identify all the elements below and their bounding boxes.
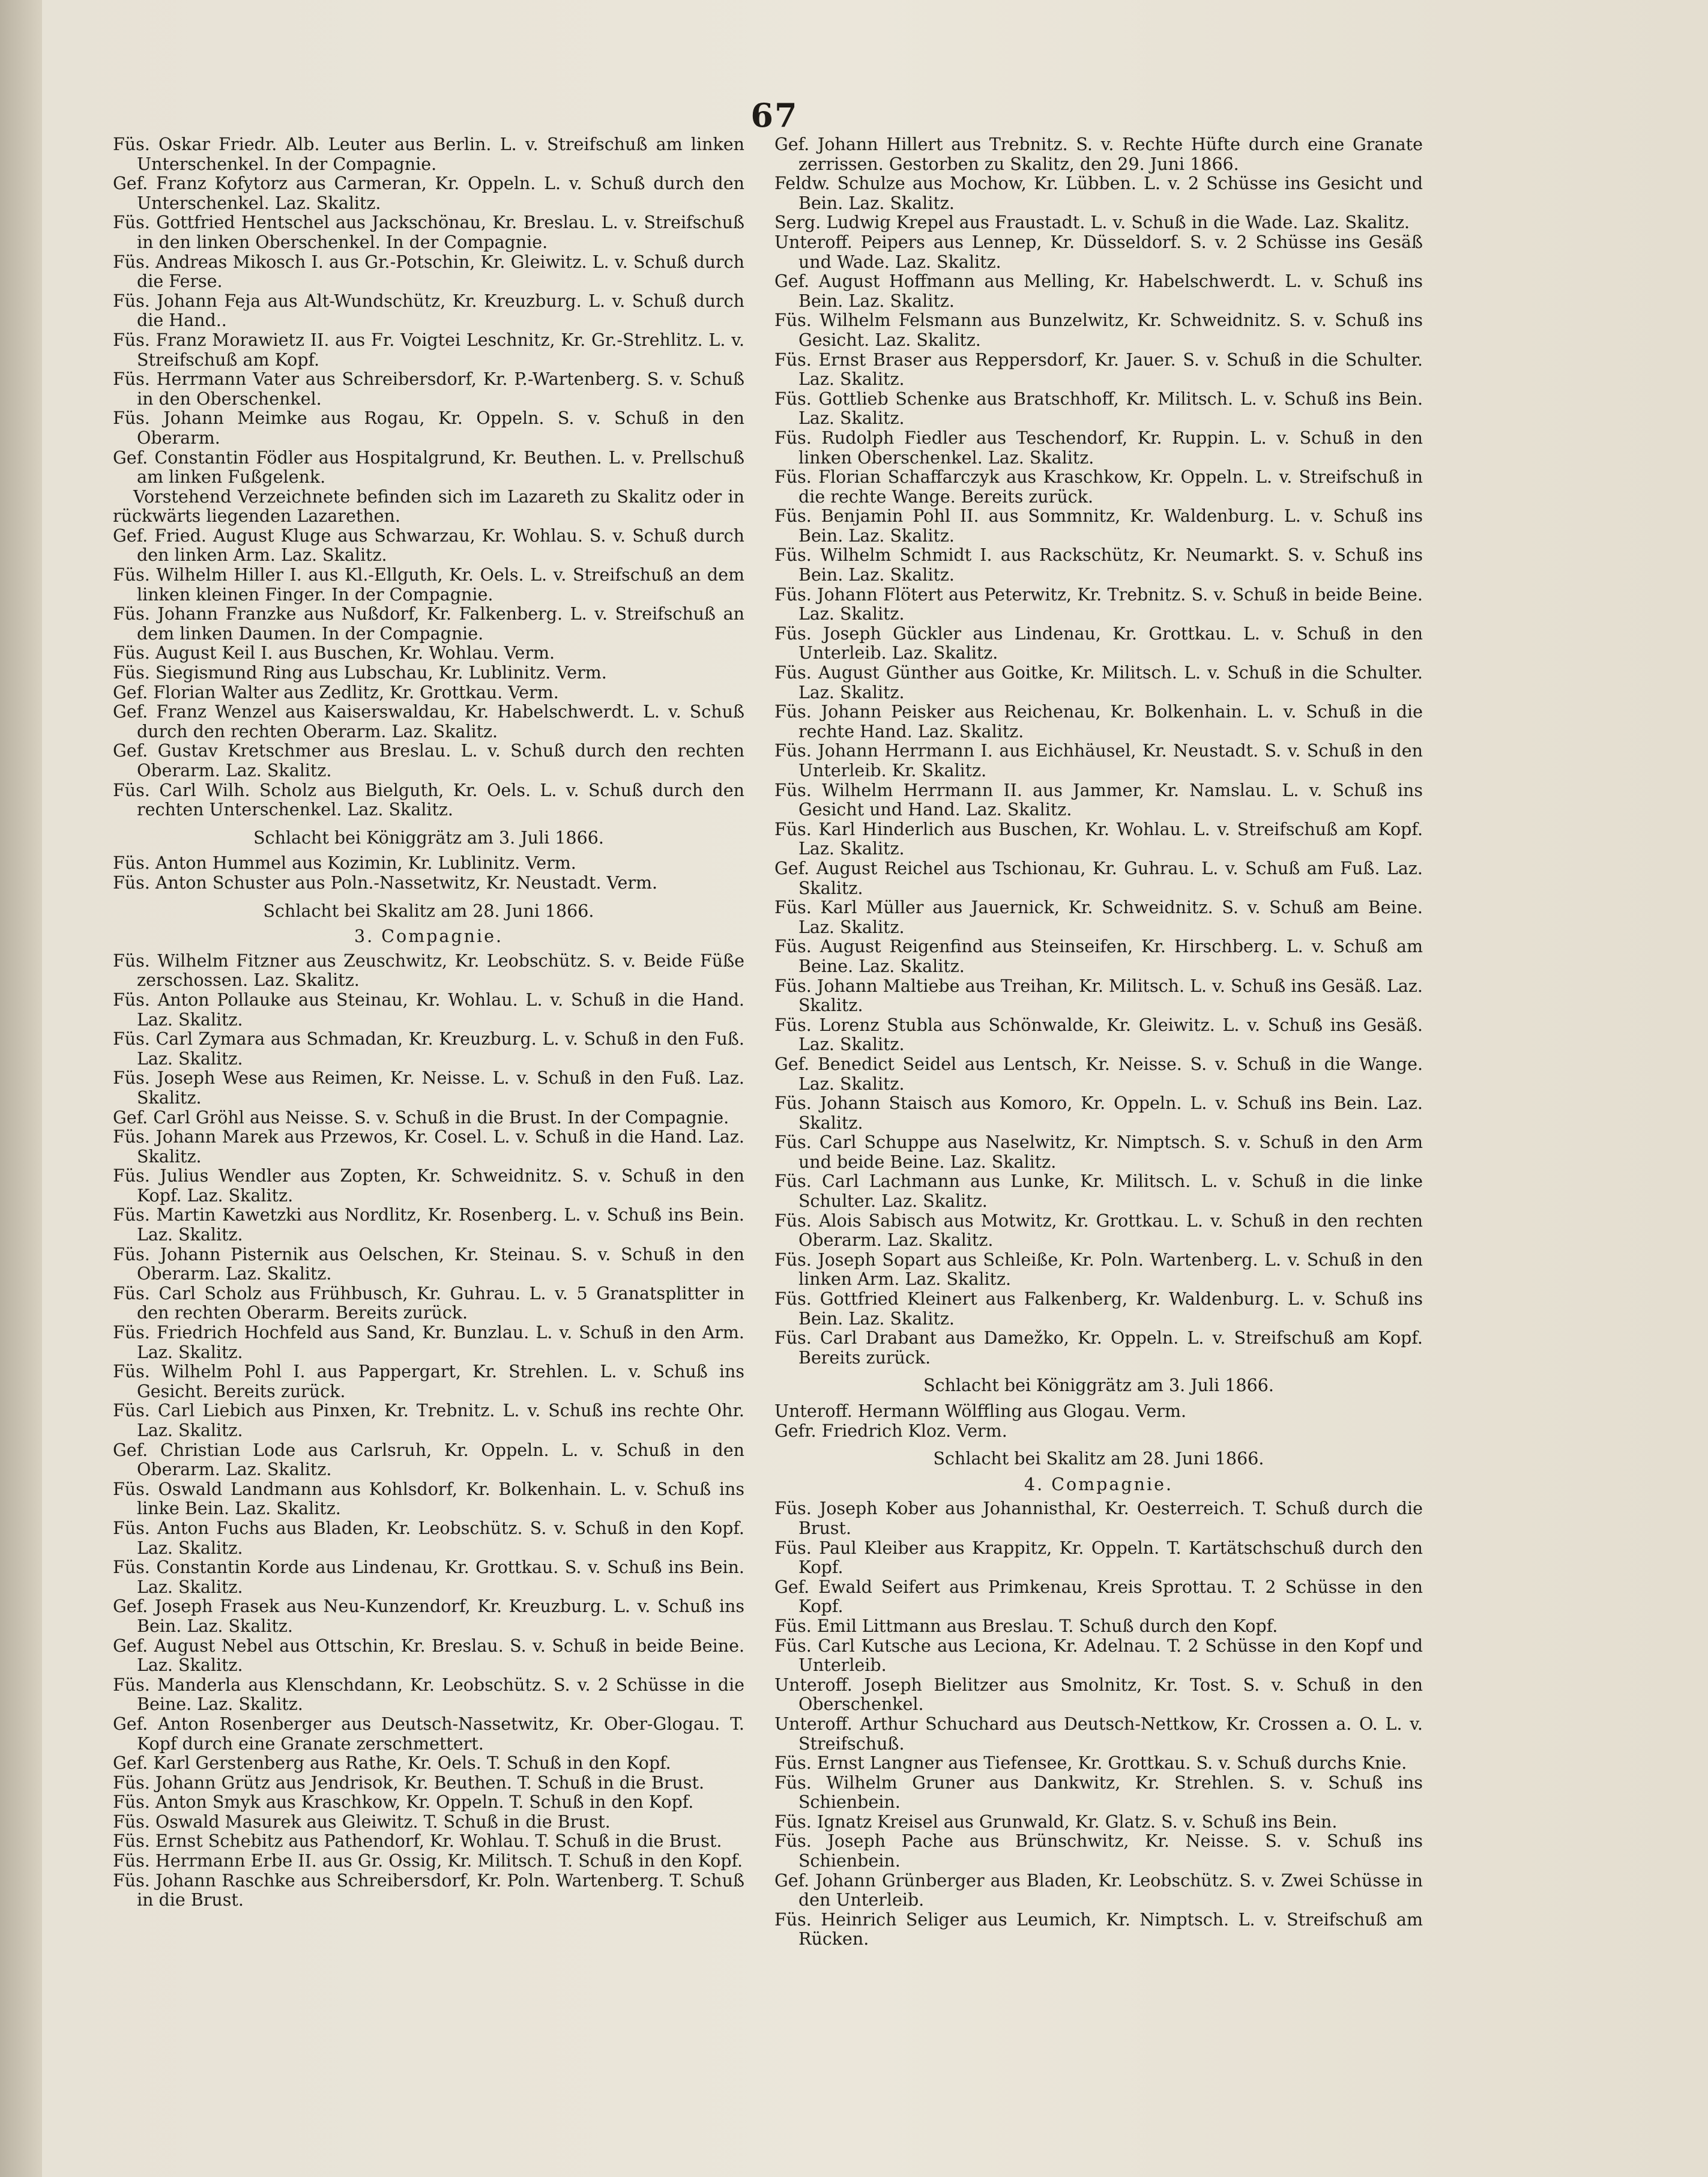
casualty-entry: Gef. Johann Hillert aus Trebnitz. S. v. Rechte Hüfte durch eine Granate zerrissen. Gestorben zu Skalitz, den 29. Juni 1866. [774, 134, 1423, 174]
casualty-entry: Füs. Johann Franzke aus Nußdorf, Kr. Falkenberg. L. v. Streifschuß an dem linken Daumen. In der Compagnie. [113, 604, 744, 644]
casualty-entry: Gef. Joseph Frasek aus Neu-Kunzendorf, Kr. Kreuzburg. L. v. Schuß ins Bein. Laz. Skalitz. [113, 1596, 744, 1636]
casualty-entry: Füs. Johann Grütz aus Jendrisok, Kr. Beuthen. T. Schuß in die Brust. [113, 1772, 705, 1793]
casualty-entry: Füs. Johann Feja aus Alt-Wundschütz, Kr. Kreuzburg. L. v. Schuß durch die Hand.. [113, 291, 744, 331]
casualty-entry: Füs. Herrmann Erbe II. aus Gr. Ossig, Kr. Militsch. T. Schuß in den Kopf. [113, 1851, 743, 1871]
casualty-entry: Gef. Fried. August Kluge aus Schwarzau, Kr. Wohlau. S. v. Schuß durch den linken Arm. Laz. Skalitz. [113, 525, 744, 566]
casualty-entry: Füs. Constantin Korde aus Lindenau, Kr. Grottkau. S. v. Schuß ins Bein. Laz. Skalitz. [113, 1557, 744, 1597]
casualty-entry: Gef. Karl Gerstenberg aus Rathe, Kr. Oels. T. Schuß in den Kopf. [113, 1753, 671, 1774]
casualty-entry: Füs. Ernst Schebitz aus Pathendorf, Kr. Wohlau. T. Schuß in die Brust. [113, 1831, 722, 1852]
casualty-entry: Füs. Johann Meimke aus Rogau, Kr. Oppeln. S. v. Schuß in den Oberarm. [113, 408, 744, 448]
casualty-entry: Füs. Carl Zymara aus Schmadan, Kr. Kreuzburg. L. v. Schuß in den Fuß. Laz. Skalitz. [113, 1029, 744, 1069]
casualty-entry: Füs. Friedrich Hochfeld aus Sand, Kr. Bunzlau. L. v. Schuß in den Arm. Laz. Skalitz. [113, 1323, 744, 1362]
casualty-entry: Füs. Johann Marek aus Przewos, Kr. Cosel. L. v. Schuß in die Hand. Laz. Skalitz. [113, 1127, 744, 1167]
company-heading: 4. Compagnie. [1024, 1474, 1174, 1494]
casualty-entry: Unteroff. Hermann Wölffling aus Glogau. Verm. [774, 1401, 1187, 1421]
casualty-entry: Füs. Wilhelm Herrmann II. aus Jammer, Kr. Namslau. L. v. Schuß ins Gesicht und Hand. Laz. Skalitz. [774, 780, 1423, 820]
casualty-entry: Füs. Carl Kutsche aus Leciona, Kr. Adelnau. T. 2 Schüsse in den Kopf und Unterleib. [774, 1635, 1423, 1676]
casualty-entry: Füs. Carl Scholz aus Frühbusch, Kr. Guhrau. L. v. 5 Granatsplitter in den rechten Oberarm. Bereits zurück. [113, 1283, 744, 1323]
page-number: 67 [750, 96, 798, 134]
casualty-entry: Füs. Karl Müller aus Jauernick, Kr. Schweidnitz. S. v. Schuß am Beine. Laz. Skalitz. [774, 898, 1423, 937]
casualty-entry: Gef. Ewald Seifert aus Primkenau, Kreis Sprottau. T. 2 Schüsse in den Kopf. [774, 1577, 1423, 1617]
casualty-entry: Gef. Anton Rosenberger aus Deutsch-Nassetwitz, Kr. Ober-Glogau. T. Kopf durch eine Granate zerschmettert. [113, 1714, 744, 1754]
section-heading: Schlacht bei Königgrätz am 3. Juli 1866. [253, 827, 604, 848]
casualty-entry: Füs. Joseph Wese aus Reimen, Kr. Neisse. L. v. Schuß in den Fuß. Laz. Skalitz. [113, 1068, 744, 1108]
casualty-entry: Füs. Carl Lachmann aus Lunke, Kr. Militsch. L. v. Schuß in die linke Schulter. Laz. Skalitz. [774, 1171, 1423, 1212]
casualty-entry: Füs. Florian Schaffarczyk aus Kraschkow, Kr. Oppeln. L. v. Streifschuß in die rechte Wange. Bereits zurück. [774, 467, 1423, 507]
casualty-entry: Füs. Anton Schuster aus Poln.-Nassetwitz, Kr. Neustadt. Verm. [113, 872, 658, 893]
casualty-entry: Gef. Florian Walter aus Zedlitz, Kr. Grottkau. Verm. [113, 682, 559, 702]
casualty-entry: Unteroff. Joseph Bielitzer aus Smolnitz, Kr. Tost. S. v. Schuß in den Oberschenkel. [774, 1674, 1423, 1715]
casualty-entry: Füs. Siegismund Ring aus Lubschau, Kr. Lublinitz. Verm. [113, 663, 607, 683]
casualty-entry: Füs. Anton Pollauke aus Steinau, Kr. Wohlau. L. v. Schuß in die Hand. Laz. Skalitz. [113, 989, 744, 1030]
section-heading: Schlacht bei Skalitz am 28. Juni 1866. [933, 1449, 1264, 1469]
casualty-entry: Gef. August Reichel aus Tschionau, Kr. Guhrau. L. v. Schuß am Fuß. Laz. Skalitz. [774, 858, 1423, 898]
casualty-entry: Füs. Lorenz Stubla aus Schönwalde, Kr. Gleiwitz. L. v. Schuß ins Gesäß. Laz. Skalitz. [774, 1015, 1423, 1055]
casualty-entry: Füs. Wilhelm Gruner aus Dankwitz, Kr. Strehlen. S. v. Schuß ins Schienbein. [774, 1772, 1423, 1813]
company-heading: 3. Compagnie. [354, 926, 504, 947]
casualty-entry: Füs. August Günther aus Goitke, Kr. Militsch. L. v. Schuß in die Schulter. Laz. Skalitz. [774, 663, 1423, 702]
casualty-entry: Gef. August Nebel aus Ottschin, Kr. Breslau. S. v. Schuß in beide Beine. Laz. Skalitz. [113, 1635, 744, 1676]
casualty-entry: Füs. Joseph Kober aus Johannisthal, Kr. Oesterreich. T. Schuß durch die Brust. [774, 1499, 1423, 1538]
casualty-entry: Füs. Manderla aus Klenschdann, Kr. Leobschütz. S. v. 2 Schüsse in die Beine. Laz. Skalitz. [113, 1674, 744, 1715]
casualty-entry: Füs. Gottfried Hentschel aus Jackschönau, Kr. Breslau. L. v. Streifschuß in den linken Oberschenkel. In der Compagnie. [113, 213, 744, 252]
casualty-entry: Gef. Constantin Födler aus Hospitalgrund, Kr. Beuthen. L. v. Prellschuß am linken Fußgelenk. [113, 447, 744, 488]
casualty-entry: Füs. Johann Pisternik aus Oelschen, Kr. Steinau. S. v. Schuß in den Oberarm. Laz. Skalitz. [113, 1244, 744, 1284]
casualty-entry: Füs. Martin Kawetzki aus Nordlitz, Kr. Rosenberg. L. v. Schuß ins Bein. Laz. Skalitz. [113, 1205, 744, 1245]
left-column [113, 135, 744, 1910]
casualty-entry: Füs. Paul Kleiber aus Krappitz, Kr. Oppeln. T. Kartätschschuß durch den Kopf. [774, 1538, 1423, 1578]
casualty-entry: Füs. Benjamin Pohl II. aus Sommnitz, Kr. Waldenburg. L. v. Schuß ins Bein. Laz. Skalitz. [774, 506, 1423, 546]
casualty-entry: Gef. Carl Gröhl aus Neisse. S. v. Schuß in die Brust. In der Compagnie. [113, 1107, 729, 1128]
casualty-entry: Gef. Johann Grünberger aus Bladen, Kr. Leobschütz. S. v. Zwei Schüsse in den Unterleib. [774, 1870, 1423, 1910]
casualty-entry: Füs. Wilhelm Schmidt I. aus Rackschütz, Kr. Neumarkt. S. v. Schuß ins Bein. Laz. Skalitz. [774, 545, 1423, 585]
note-paragraph: Vorstehend Verzeichnete befinden sich im Lazareth zu Skalitz oder in rückwärts liegenden Lazarethen. [113, 486, 744, 527]
casualty-entry: Füs. Johann Peisker aus Reichenau, Kr. Bolkenhain. L. v. Schuß in die rechte Hand. Laz. Skalitz. [774, 702, 1423, 741]
casualty-entry: Füs. Rudolph Fiedler aus Teschendorf, Kr. Ruppin. L. v. Schuß in den linken Oberschenkel. Laz. Skalitz. [774, 427, 1423, 468]
casualty-entry: Füs. August Reigenfind aus Steinseifen, Kr. Hirschberg. L. v. Schuß am Beine. Laz. Skalitz. [774, 937, 1423, 976]
casualty-entry: Serg. Ludwig Krepel aus Fraustadt. L. v. Schuß in die Wade. Laz. Skalitz. [774, 213, 1410, 233]
casualty-entry: Füs. Oskar Friedr. Alb. Leuter aus Berlin. L. v. Streifschuß am linken Unterschenkel. In der Compagnie. [113, 134, 744, 174]
casualty-entry: Füs. Wilhelm Pohl I. aus Pappergart, Kr. Strehlen. L. v. Schuß ins Gesicht. Bereits zurück. [113, 1362, 744, 1401]
casualty-entry: Füs. Joseph Gückler aus Lindenau, Kr. Grottkau. L. v. Schuß in den Unterleib. Laz. Skalitz. [774, 623, 1423, 663]
casualty-entry: Füs. Ernst Braser aus Reppersdorf, Kr. Jauer. S. v. Schuß in die Schulter. Laz. Skalitz. [774, 349, 1423, 390]
casualty-entry: Füs. August Keil I. aus Buschen, Kr. Wohlau. Verm. [113, 643, 555, 663]
casualty-entry: Gef. August Hoffmann aus Melling, Kr. Habelschwerdt. L. v. Schuß ins Bein. Laz. Skalitz. [774, 271, 1423, 311]
casualty-entry: Füs. Johann Raschke aus Schreibersdorf, Kr. Poln. Wartenberg. T. Schuß in die Brust. [113, 1870, 744, 1910]
casualty-entry: Füs. Anton Hummel aus Kozimin, Kr. Lublinitz. Verm. [113, 853, 576, 874]
casualty-entry: Füs. Heinrich Seliger aus Leumich, Kr. Nimptsch. L. v. Streifschuß am Rücken. [774, 1909, 1423, 1949]
casualty-entry: Füs. Johann Maltiebe aus Treihan, Kr. Militsch. L. v. Schuß ins Gesäß. Laz. Skalitz. [774, 976, 1423, 1016]
casualty-entry: Füs. Carl Schuppe aus Naselwitz, Kr. Nimptsch. S. v. Schuß in den Arm und beide Beine. Laz. Skalitz. [774, 1132, 1423, 1172]
casualty-entry: Füs. Carl Wilh. Scholz aus Bielguth, Kr. Oels. L. v. Schuß durch den rechten Unterschenkel. Laz. Skalitz. [113, 780, 744, 820]
casualty-entry: Unteroff. Arthur Schuchard aus Deutsch-Nettkow, Kr. Crossen a. O. L. v. Streifschuß. [774, 1714, 1423, 1754]
casualty-entry: Feldw. Schulze aus Mochow, Kr. Lübben. L. v. 2 Schüsse ins Gesicht und Bein. Laz. Skalitz. [774, 174, 1423, 213]
section-heading: Schlacht bei Skalitz am 28. Juni 1866. [263, 901, 594, 921]
casualty-entry: Füs. Gottlieb Schenke aus Bratschhoff, Kr. Militsch. L. v. Schuß ins Bein. Laz. Skalitz. [774, 388, 1423, 429]
casualty-entry: Gef. Christian Lode aus Carlsruh, Kr. Oppeln. L. v. Schuß in den Oberarm. Laz. Skalitz. [113, 1440, 744, 1480]
casualty-entry: Unteroff. Peipers aus Lennep, Kr. Düsseldorf. S. v. 2 Schüsse ins Gesäß und Wade. Laz. Skalitz. [774, 232, 1423, 272]
casualty-entry: Füs. Gottfried Kleinert aus Falkenberg, Kr. Waldenburg. L. v. Schuß ins Bein. Laz. Skalitz. [774, 1289, 1423, 1329]
casualty-entry: Füs. Anton Smyk aus Kraschkow, Kr. Oppeln. T. Schuß in den Kopf. [113, 1792, 694, 1813]
casualty-entry: Füs. Wilhelm Fitzner aus Zeuschwitz, Kr. Leobschütz. S. v. Beide Füße zerschossen. Laz. Skalitz. [113, 950, 744, 991]
casualty-entry: Füs. Wilhelm Hiller I. aus Kl.-Ellguth, Kr. Oels. L. v. Streifschuß an dem linken kleinen Finger. In der Compagnie. [113, 565, 744, 605]
casualty-entry: Füs. Oswald Masurek aus Gleiwitz. T. Schuß in die Brust. [113, 1811, 611, 1832]
right-column [774, 135, 1423, 1949]
casualty-entry: Füs. Anton Fuchs aus Bladen, Kr. Leobschütz. S. v. Schuß in den Kopf. Laz. Skalitz. [113, 1518, 744, 1558]
casualty-entry: Füs. Julius Wendler aus Zopten, Kr. Schweidnitz. S. v. Schuß in den Kopf. Laz. Skalitz. [113, 1166, 744, 1206]
casualty-entry: Füs. Wilhelm Felsmann aus Bunzelwitz, Kr. Schweidnitz. S. v. Schuß ins Gesicht. Laz. Skalitz. [774, 310, 1423, 350]
casualty-entry: Füs. Ignatz Kreisel aus Grunwald, Kr. Glatz. S. v. Schuß ins Bein. [774, 1811, 1338, 1832]
casualty-entry: Gef. Franz Wenzel aus Kaiserswaldau, Kr. Habelschwerdt. L. v. Schuß durch den rechten Oberarm. Laz. Skalitz. [113, 702, 744, 741]
section-heading: Schlacht bei Königgrätz am 3. Juli 1866. [923, 1375, 1274, 1396]
casualty-entry: Füs. Joseph Sopart aus Schleiße, Kr. Poln. Wartenberg. L. v. Schuß in den linken Arm. Laz. Skalitz. [774, 1249, 1423, 1290]
casualty-entry: Füs. Andreas Mikosch I. aus Gr.-Potschin, Kr. Gleiwitz. L. v. Schuß durch die Ferse. [113, 252, 744, 292]
casualty-entry: Gefr. Friedrich Kloz. Verm. [774, 1421, 1007, 1441]
casualty-entry: Füs. Franz Morawietz II. aus Fr. Voigtei Leschnitz, Kr. Gr.-Strehlitz. L. v. Streifschuß am Kopf. [113, 330, 744, 370]
casualty-entry: Füs. Carl Drabant aus Damežko, Kr. Oppeln. L. v. Streifschuß am Kopf. Bereits zurück. [774, 1328, 1423, 1368]
casualty-entry: Füs. Alois Sabisch aus Motwitz, Kr. Grottkau. L. v. Schuß in den rechten Oberarm. Laz. Skalitz. [774, 1210, 1423, 1251]
page-spine-shadow [0, 0, 42, 2177]
casualty-entry: Füs. Ernst Langner aus Tiefensee, Kr. Grottkau. S. v. Schuß durchs Knie. [774, 1753, 1407, 1774]
casualty-entry: Füs. Joseph Pache aus Brünschwitz, Kr. Neisse. S. v. Schuß ins Schienbein. [774, 1831, 1423, 1871]
casualty-entry: Gef. Gustav Kretschmer aus Breslau. L. v. Schuß durch den rechten Oberarm. Laz. Skalitz. [113, 741, 744, 781]
casualty-entry: Füs. Oswald Landmann aus Kohlsdorf, Kr. Bolkenhain. L. v. Schuß ins linke Bein. Laz. Skalitz. [113, 1479, 744, 1519]
casualty-entry: Füs. Johann Staisch aus Komoro, Kr. Oppeln. L. v. Schuß ins Bein. Laz. Skalitz. [774, 1093, 1423, 1133]
casualty-entry: Füs. Karl Hinderlich aus Buschen, Kr. Wohlau. L. v. Streifschuß am Kopf. Laz. Skalitz. [774, 819, 1423, 859]
casualty-entry: Füs. Carl Liebich aus Pinxen, Kr. Trebnitz. L. v. Schuß ins rechte Ohr. Laz. Skalitz. [113, 1401, 744, 1440]
casualty-entry: Gef. Benedict Seidel aus Lentsch, Kr. Neisse. S. v. Schuß in die Wange. Laz. Skalitz. [774, 1054, 1423, 1094]
casualty-entry: Gef. Franz Kofytorz aus Carmeran, Kr. Oppeln. L. v. Schuß durch den Unterschenkel. Laz. Skalitz. [113, 174, 744, 213]
casualty-entry: Füs. Johann Flötert aus Peterwitz, Kr. Trebnitz. S. v. Schuß in beide Beine. Laz. Skalitz. [774, 584, 1423, 624]
casualty-entry: Füs. Johann Herrmann I. aus Eichhäusel, Kr. Neustadt. S. v. Schuß in den Unterleib. Kr. Skalitz. [774, 741, 1423, 781]
casualty-entry: Füs. Emil Littmann aus Breslau. T. Schuß durch den Kopf. [774, 1616, 1278, 1636]
casualty-entry: Füs. Herrmann Vater aus Schreibersdorf, Kr. P.-Wartenberg. S. v. Schuß in den Oberschenkel. [113, 369, 744, 409]
